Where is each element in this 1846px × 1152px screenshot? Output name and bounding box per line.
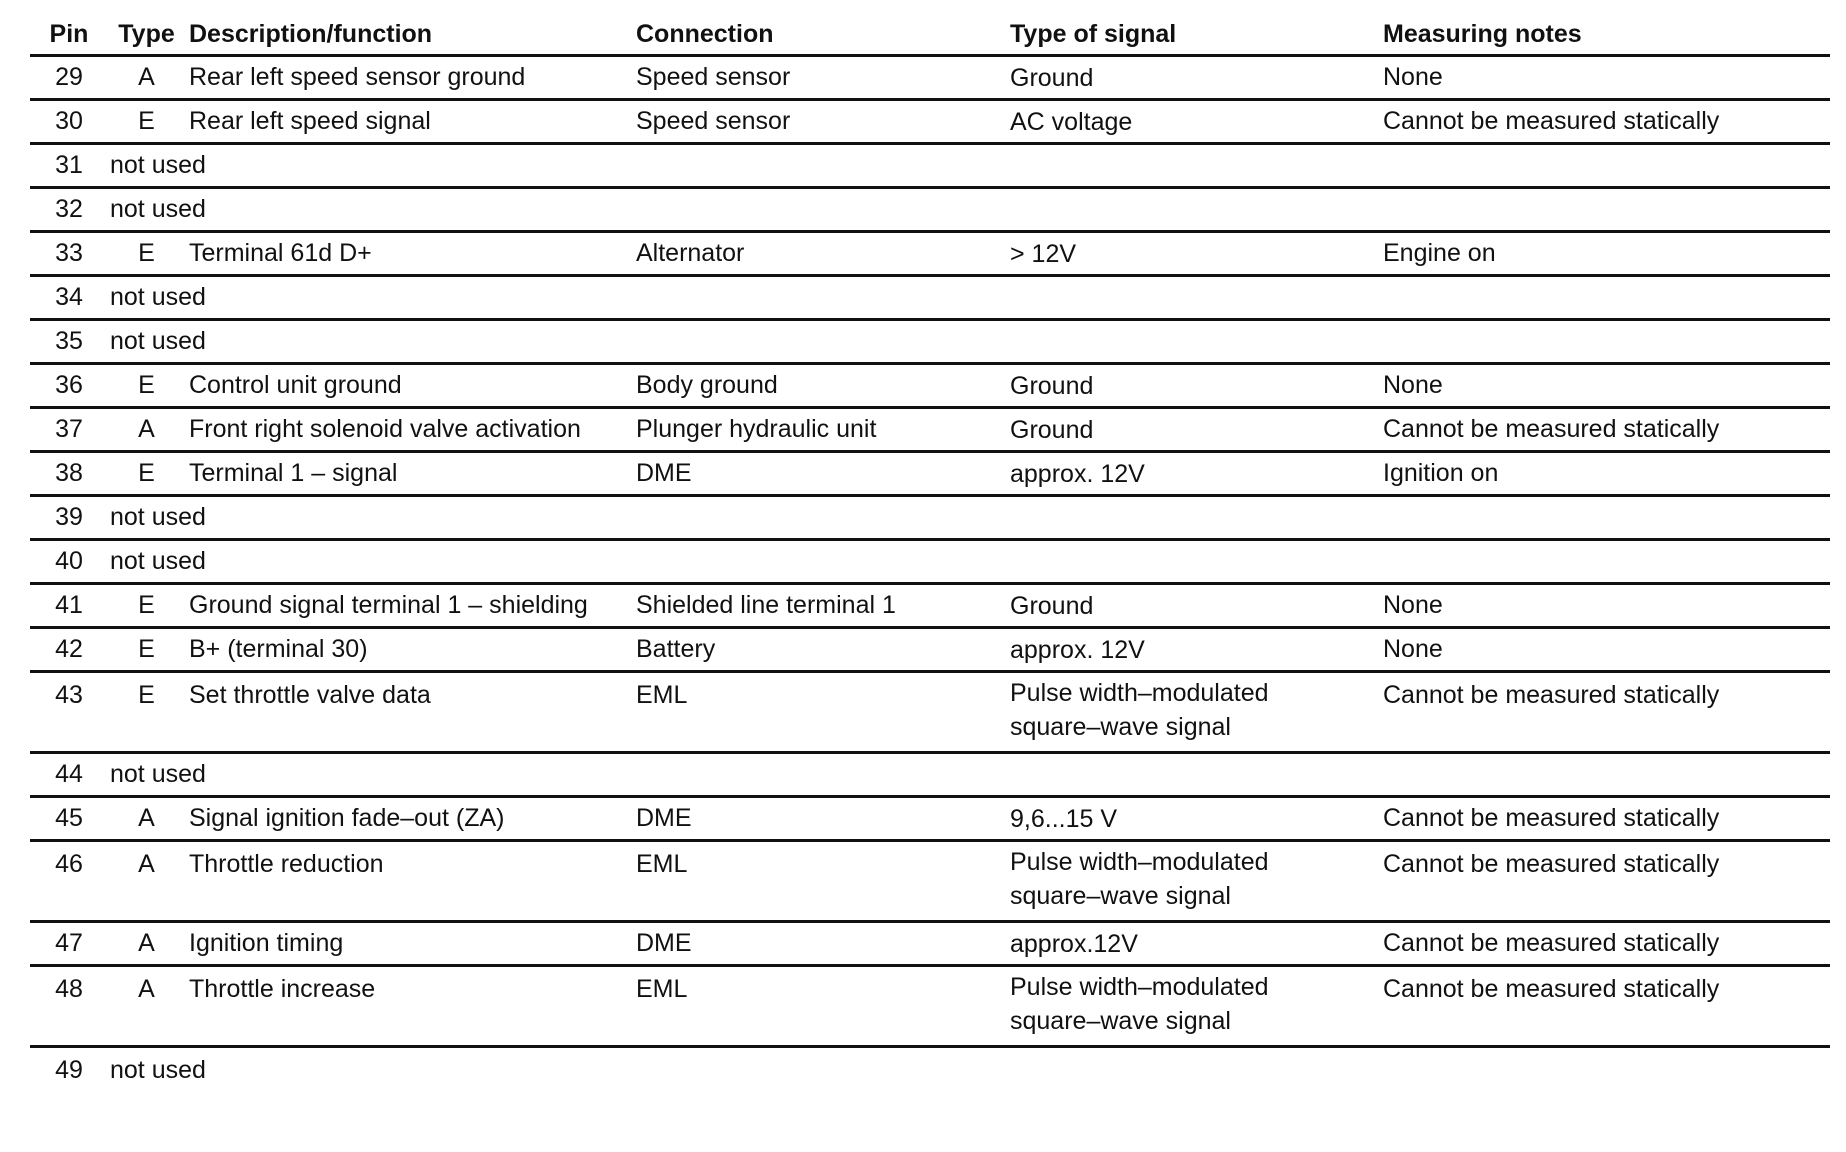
table-row <box>30 585 1830 629</box>
pin-description: Ignition timing <box>189 929 344 957</box>
pin-number: 39 <box>55 503 83 531</box>
not-used-label: not used <box>110 195 206 223</box>
pin-description: Control unit ground <box>189 371 402 399</box>
pin-number: 48 <box>55 975 83 1003</box>
header-type: Type <box>118 19 175 48</box>
pin-notes: None <box>1383 591 1443 619</box>
pin-number: 41 <box>55 591 83 619</box>
pin-number: 31 <box>55 151 83 179</box>
table-row <box>30 233 1830 277</box>
not-used-label: not used <box>110 283 206 311</box>
pin-notes: Cannot be measured statically <box>1383 107 1720 135</box>
not-used-label: not used <box>110 547 206 575</box>
not-used-label: not used <box>110 760 206 788</box>
table-row <box>30 101 1830 145</box>
pin-signal: Ground <box>1010 63 1094 92</box>
not-used-label: not used <box>110 327 206 355</box>
pin-type: E <box>138 591 155 619</box>
pin-number: 35 <box>55 327 83 355</box>
pin-signal: approx. 12V <box>1010 635 1145 664</box>
signal-line-2: square–wave signal <box>1010 713 1231 741</box>
pin-number: 49 <box>55 1055 83 1084</box>
pin-description: Throttle reduction <box>189 850 384 878</box>
pin-signal: Ground <box>1010 415 1094 444</box>
pin-notes: Cannot be measured statically <box>1383 415 1720 443</box>
pin-type: E <box>138 681 155 709</box>
pin-description: Front right solenoid valve activation <box>189 415 581 443</box>
table-row <box>30 497 1830 541</box>
signal-line-1: Pulse width–modulated <box>1010 973 1269 1001</box>
pin-description: Signal ignition fade–out (ZA) <box>189 804 505 832</box>
header-pin: Pin <box>49 19 89 48</box>
pin-type: E <box>138 107 155 135</box>
pin-signal: approx. 12V <box>1010 459 1145 488</box>
signal-line-1: Pulse width–modulated <box>1010 679 1269 707</box>
pin-description: Rear left speed signal <box>189 107 431 135</box>
pin-notes: None <box>1383 371 1443 399</box>
pin-description: Throttle increase <box>189 975 376 1003</box>
table-row <box>30 673 1830 754</box>
pin-number: 30 <box>55 107 83 135</box>
pin-notes: Cannot be measured statically <box>1383 975 1720 1003</box>
pin-signal: approx.12V <box>1010 929 1138 958</box>
pin-type: A <box>138 415 155 443</box>
not-used-label: not used <box>110 151 206 179</box>
pin-connection: Alternator <box>636 239 745 267</box>
pin-connection: Speed sensor <box>636 107 791 135</box>
pin-type: E <box>138 371 155 399</box>
pin-assignment-table <box>30 14 1830 1092</box>
pin-type: E <box>138 459 155 487</box>
pin-number: 43 <box>55 681 83 709</box>
pin-number: 37 <box>55 415 83 443</box>
pin-signal: > 12V <box>1010 239 1077 268</box>
pin-connection: Shielded line terminal 1 <box>636 591 896 619</box>
header-signal: Type of signal <box>1010 20 1177 48</box>
table-row <box>30 798 1830 842</box>
table-row <box>30 453 1830 497</box>
pin-notes: Cannot be measured statically <box>1383 681 1720 709</box>
not-used-label: not used <box>110 503 206 531</box>
pin-signal: 9,6...15 V <box>1010 804 1118 833</box>
pin-description: Ground signal terminal 1 – shielding <box>189 591 588 619</box>
pin-number: 46 <box>55 850 83 878</box>
pin-signal <box>1010 676 1383 744</box>
table-row <box>30 842 1830 923</box>
table-row <box>30 145 1830 189</box>
pin-description: B+ (terminal 30) <box>189 635 368 663</box>
table-row <box>30 1048 1830 1092</box>
pin-connection: Body ground <box>636 371 778 399</box>
header-description: Description/function <box>189 19 433 48</box>
pin-type: A <box>138 63 155 91</box>
signal-line-2: square–wave signal <box>1010 882 1231 910</box>
pin-number: 33 <box>55 239 83 267</box>
pin-type: A <box>138 850 155 878</box>
pin-signal: Ground <box>1010 371 1094 400</box>
pin-type: A <box>138 975 155 1003</box>
pin-type: A <box>138 804 155 832</box>
pin-connection: Speed sensor <box>636 63 791 91</box>
pin-signal <box>1010 845 1383 913</box>
pin-notes: Cannot be measured statically <box>1383 804 1720 832</box>
signal-line-1: Pulse width–modulated <box>1010 848 1269 876</box>
signal-line-2: square–wave signal <box>1010 1007 1231 1035</box>
pin-number: 36 <box>55 371 83 399</box>
pin-notes: None <box>1383 635 1443 663</box>
pin-notes: Cannot be measured statically <box>1383 929 1720 957</box>
pin-number: 40 <box>55 547 83 575</box>
table-row <box>30 629 1830 673</box>
table-row <box>30 277 1830 321</box>
not-used-label: not used <box>110 1055 206 1084</box>
pin-signal: Ground <box>1010 591 1094 620</box>
table-row <box>30 923 1830 967</box>
pin-number: 45 <box>55 804 83 832</box>
pin-description: Terminal 61d D+ <box>189 239 372 267</box>
table-row <box>30 409 1830 453</box>
pin-signal: AC voltage <box>1010 107 1133 136</box>
pin-connection: DME <box>636 804 692 832</box>
pin-number: 38 <box>55 459 83 487</box>
pin-connection: DME <box>636 459 692 487</box>
pin-connection: Battery <box>636 635 716 663</box>
pin-type: A <box>138 929 155 957</box>
pin-connection: EML <box>636 850 688 878</box>
table-row <box>30 365 1830 409</box>
pin-number: 47 <box>55 929 83 957</box>
pin-notes: None <box>1383 63 1443 91</box>
table-header <box>30 14 1830 57</box>
pin-notes: Ignition on <box>1383 459 1499 487</box>
header-connection: Connection <box>636 19 774 48</box>
pin-type: E <box>138 239 155 267</box>
header-notes: Measuring notes <box>1383 19 1582 48</box>
pin-connection: Plunger hydraulic unit <box>636 415 877 443</box>
pin-connection: EML <box>636 681 688 709</box>
table-row <box>30 189 1830 233</box>
pin-number: 29 <box>55 63 83 91</box>
pin-description: Set throttle valve data <box>189 681 431 709</box>
pin-type: E <box>138 635 155 663</box>
table-row <box>30 754 1830 798</box>
pin-number: 32 <box>55 195 83 223</box>
pin-description: Rear left speed sensor ground <box>189 63 526 91</box>
pin-number: 42 <box>55 635 83 663</box>
pin-connection: DME <box>636 929 692 957</box>
pin-description: Terminal 1 – signal <box>189 459 398 487</box>
pin-number: 44 <box>55 760 83 788</box>
table-row <box>30 57 1830 101</box>
table-row <box>30 541 1830 585</box>
table-row <box>30 967 1830 1048</box>
pin-notes: Cannot be measured statically <box>1383 850 1720 878</box>
pin-number: 34 <box>55 283 83 311</box>
table-row <box>30 321 1830 365</box>
pin-notes: Engine on <box>1383 239 1496 267</box>
pin-signal <box>1010 970 1383 1038</box>
pin-connection: EML <box>636 975 688 1003</box>
